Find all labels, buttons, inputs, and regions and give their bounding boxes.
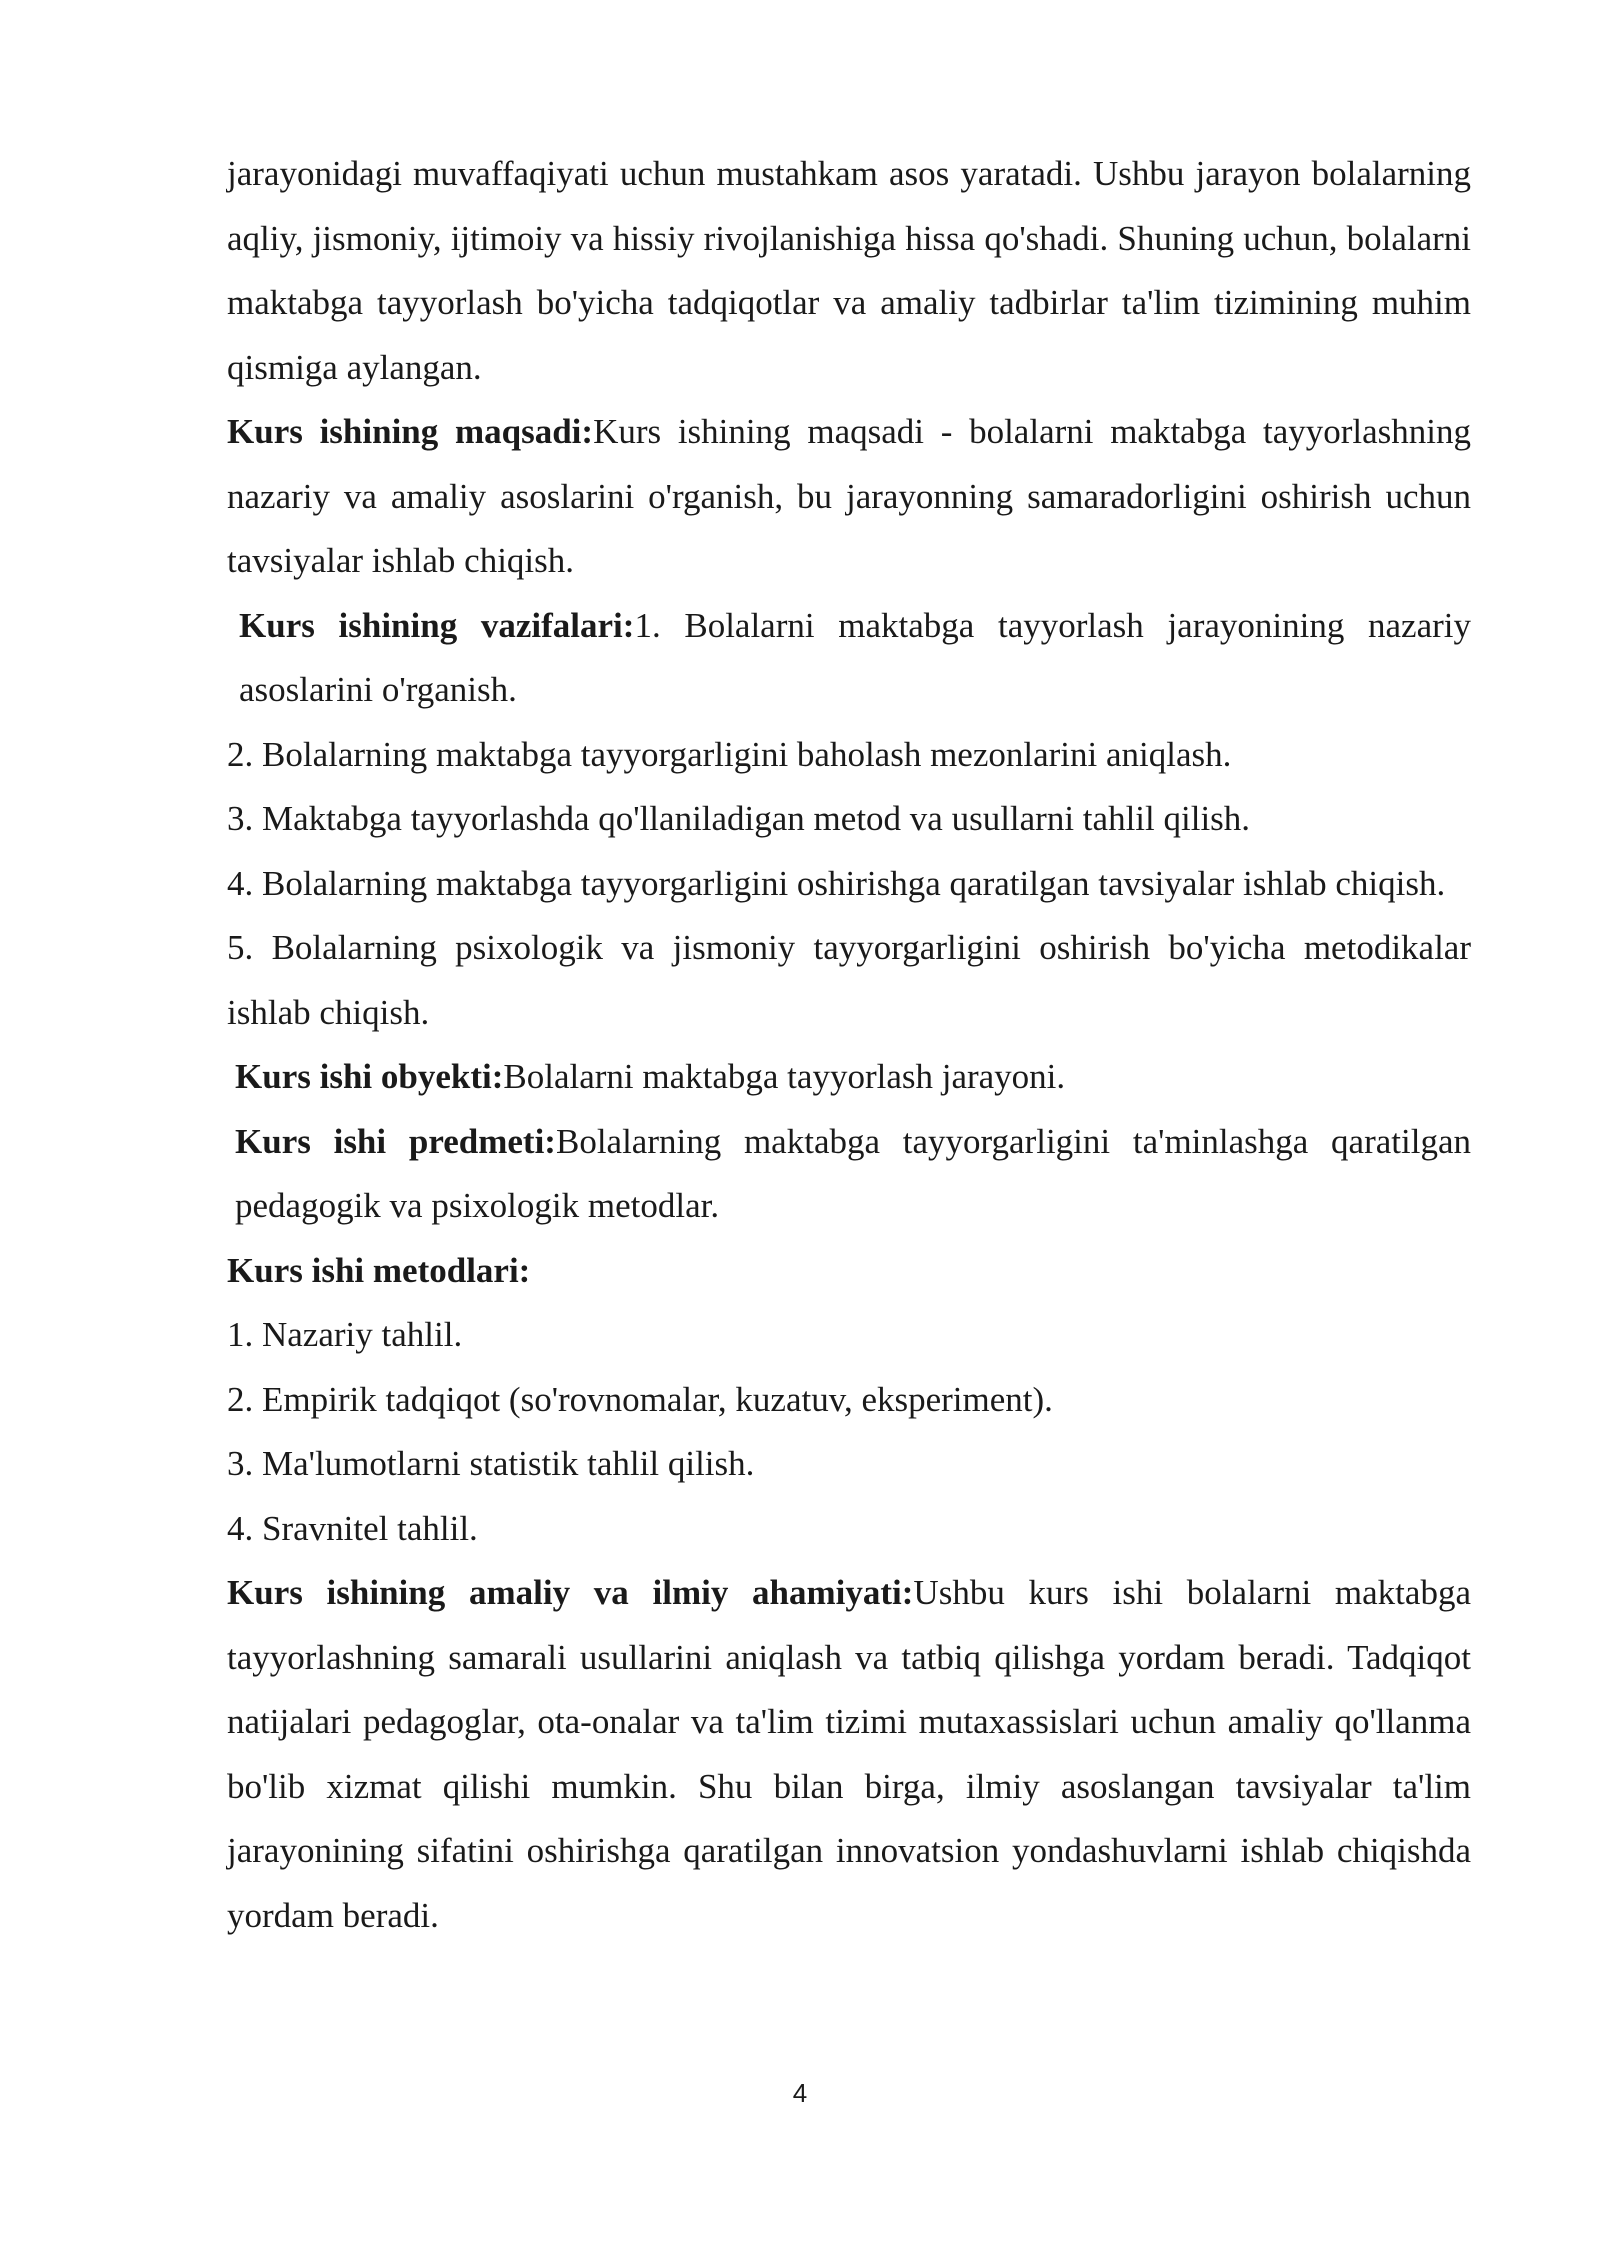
document-body: [227, 142, 1471, 1948]
intro-text: jarayonidagi muvaffaqiyati uchun mustahkam asos yaratadi. Ushbu jarayon bolalarning aqliy, jismoniy, ijtimoiy va hissiy rivojlanishiga hissa qo'shadi. Shuning uchun, bolalarni maktabga tayyorlash bo'yicha tadqiqotlar va amaliy tadbirlar ta'lim tizimining muhim qismiga aylangan.: [227, 154, 1471, 387]
subject-paragraph: [227, 1110, 1471, 1239]
task-item: 2. Bolalarning maktabga tayyorgarligini baholash mezonlarini aniqlash.: [227, 734, 1232, 774]
subject-text: Bolalarning maktabga tayyorgarligini ta'minlashga qaratilgan pedagogik va psixologik metodlar.: [235, 1121, 1471, 1225]
significance-label: Kurs ishining amaliy va ilmiy ahamiyati:: [227, 1573, 914, 1612]
method-item: 4. Sravnitel tahlil.: [227, 1508, 478, 1548]
goal-text: Kurs ishining maqsadi - bolalarni maktabga tayyorlashning nazariy va amaliy asoslarini o'rganish, bu jarayonning samaradorligini oshirish uchun tavsiyalar ishlab chiqish.: [227, 412, 1471, 580]
goal-label: Kurs ishining maqsadi:: [227, 412, 594, 451]
object-text: Bolalarni maktabga tayyorlash jarayoni.: [503, 1057, 1066, 1096]
method-item: 1. Nazariy tahlil.: [227, 1315, 463, 1354]
object-label: Kurs ishi obyekti:: [235, 1057, 504, 1096]
object-paragraph: [227, 1045, 1471, 1110]
task-item: 3. Maktabga tayyorlashda qo'llaniladigan metod va usullarni tahlil qilish.: [227, 799, 1251, 838]
significance-text: Ushbu kurs ishi bolalarni maktabga tayyorlashning samarali usullarini aniqlash va tatbiq qilishga yordam beradi. Tadqiqot natijalari pedagoglar, ota-onalar va ta'lim tizimi mutaxassislari uchun amaliy qo'llanma bo'lib xizmat qilishi mumkin. Shu bilan birga, ilmiy asoslangan tavsiyalar ta'lim jarayonining sifatini oshirishga qaratilgan innovatsion yondashuvlarni ishlab chiqishda yordam beradi.: [227, 1573, 1471, 1935]
significance-paragraph: [227, 1561, 1471, 1948]
tasks-label: Kurs ishining vazifalari:: [239, 605, 635, 645]
method-item: 2. Empirik tadqiqot (so'rovnomalar, kuzatuv, eksperiment).: [227, 1379, 1053, 1419]
task-item: 5. Bolalarning psixologik va jismoniy tayyorgarligini oshirish bo'yicha metodikalar ishlab chiqish.: [227, 928, 1471, 1032]
method-item: 3. Ma'lumotlarni statistik tahlil qilish.: [227, 1444, 755, 1483]
goal-paragraph: [227, 400, 1471, 594]
subject-label: Kurs ishi predmeti:: [235, 1121, 556, 1161]
page-number: 4: [792, 2078, 808, 2108]
tasks-paragraph: [227, 594, 1471, 723]
methods-heading: Kurs ishi metodlari:: [227, 1250, 531, 1290]
tasks-first-item: 1. Bolalarni maktabga tayyorlash jarayonining nazariy asoslarini o'rganish.: [239, 605, 1472, 709]
intro-paragraph: [227, 142, 1471, 400]
task-item: 4. Bolalarning maktabga tayyorgarligini oshirishga qaratilgan tavsiyalar ishlab chiqish.: [227, 863, 1446, 903]
